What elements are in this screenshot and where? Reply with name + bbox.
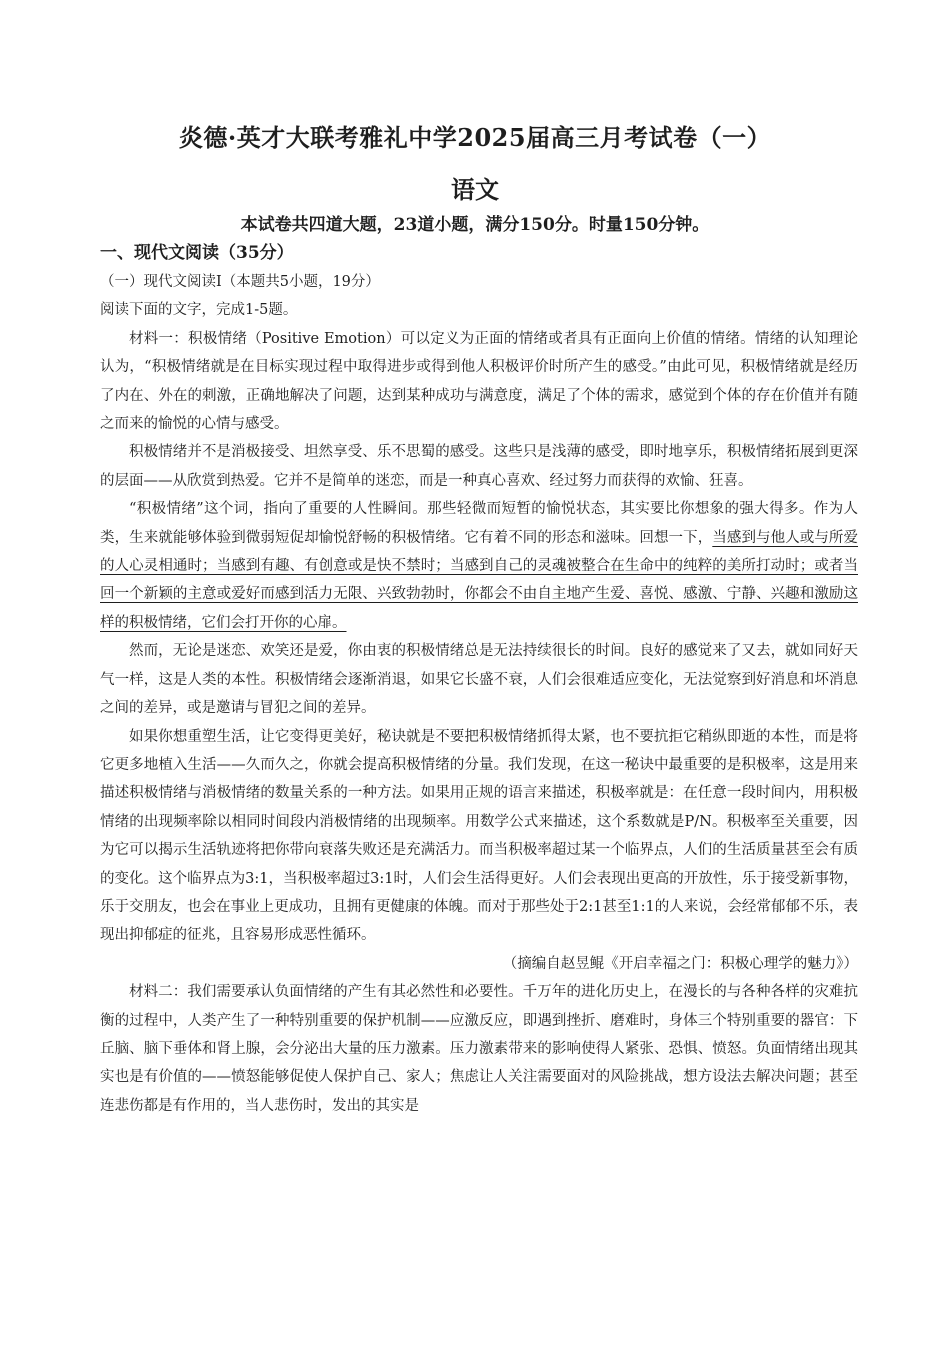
exam-title: 炎德·英才大联考雅礼中学2025届高三月考试卷（一） (178, 123, 772, 152)
underlined-sentence: 当感到与他人或与所爱的人心灵相通时；当感到有趣、有创意或是快不禁时；当感到自己的灵魂被整合在生命中的纯粹的美所打动时；或者当回一个新颖的主意或爱好而感到活力无限、兴致勃勃时，你都会不由自主地产生爱、喜悦、感激、宁静、兴趣和激励这样的积极情绪，它们会打开你的心扉。 (100, 529, 859, 631)
reading-passage (100, 268, 858, 1120)
instruction: 阅读下面的文字，完成1-5题。 (100, 302, 298, 319)
paragraph-3-text: “积极情绪”这个词，指向了重要的人性瞬间。那些轻微而短暂的愉悦状态，其实要比你想象的强大得多。作为人类，生来就能够体验到微弱短促却愉悦舒畅的积极情绪。它有着不同的形态和滋味。回想一下， (100, 501, 858, 546)
subject-title: 语文 (451, 175, 499, 204)
exam-intro: 本试卷共四道大题，23道小题，满分150分。时量150分钟。 (240, 215, 710, 235)
material1-paragraph-4: 然而，无论是迷恋、欢笑还是爱，你由衷的积极情绪总是无法持续很长的时间。良好的感觉来了又去，就如同好天气一样，这是人类的本性。积极情绪会逐渐消退，如果它长盛不衰，人们会很难适应变化，无法觉察到好消息和坏消息之间的差异，或是邀请与冒犯之间的差异。 (100, 643, 858, 717)
material1-paragraph-5: 如果你想重塑生活，让它变得更美好，秘诀就是不要把积极情绪抓得太紧，也不要抗拒它稍纵即逝的本性，而是将它更多地植入生活——久而久之，你就会提高积极情绪的分量。我们发现，在这一秘诀中最重要的是积极率，这是用来描述积极情绪与消极情绪的数量关系的一种方法。如果用正规的语言来描述，积极率就是：在任意一段时间内，用积极情绪的出现频率除以相同时间段内消极情绪的出现频率。用数学公式来描述，这个系数就是P/N。积极率至关重要，因为它可以揭示生活轨迹将把你带向衰落失败还是充满活力。而当积极率超过某一个临界点，人们的生活质量甚至会有质的变化。这个临界点为3:1，当积极率超过3:1时，人们会生活得更好。人们会表现出更高的开放性，乐于接受新事物，乐于交朋友，也会在事业上更成功，且拥有更健康的体魄。而对于那些处于2:1甚至1:1的人来说，会经常郁郁不乐，表现出抑郁症的征兆，且容易形成恶性循环。 (100, 728, 858, 944)
material1-paragraph-3 (100, 495, 858, 637)
source-citation: （摘编自赵昱鲲《开启幸福之门：积极心理学的魅力》） (502, 955, 858, 972)
section-heading: 一、现代文阅读（35分） (100, 243, 294, 263)
material1-paragraph-2: 积极情绪并不是消极接受、坦然享受、乐不思蜀的感受。这些只是浅薄的感受，即时地享乐，积极情绪拓展到更深的层面——从欣赏到热爱。它并不是简单的迷恋，而是一种真心喜欢、经过努力而获得的欢愉、狂喜。 (100, 444, 858, 489)
material1-paragraph-1: 材料一：积极情绪（Positive Emotion）可以定义为正面的情绪或者具有正面向上价值的情绪。情绪的认知理论认为，“积极情绪就是在目标实现过程中取得进步或得到他人积极评价时所产生的感受。”由此可见，积极情绪就是经历了内在、外在的刺激，正确地解决了问题，达到某种成功与满意度，满足了个体的需求，感觉到个体的存在价值并有随之而来的愉悦的心情与感受。 (100, 330, 858, 433)
sub-heading: （一）现代文阅读Ⅰ（本题共5小题，19分） (100, 274, 380, 290)
material2-paragraph-1: 材料二：我们需要承认负面情绪的产生有其必然性和必要性。千万年的进化历史上，在漫长的与各种各样的灾难抗衡的过程中，人类产生了一种特别重要的保护机制——应激反应，即遇到挫折、磨难时，身体三个特别重要的器官：下丘脑、脑下垂体和肾上腺，会分泌出大量的压力激素。压力激素带来的影响使得人紧张、恐惧、愤怒。负面情绪出现其实也是有价值的——愤怒能够促使人保护自己、家人；焦虑让人关注需要面对的风险挑战，想方设法去解决问题；甚至连悲伤都是有作用的，当人悲伤时，发出的其实是 (100, 984, 858, 1114)
